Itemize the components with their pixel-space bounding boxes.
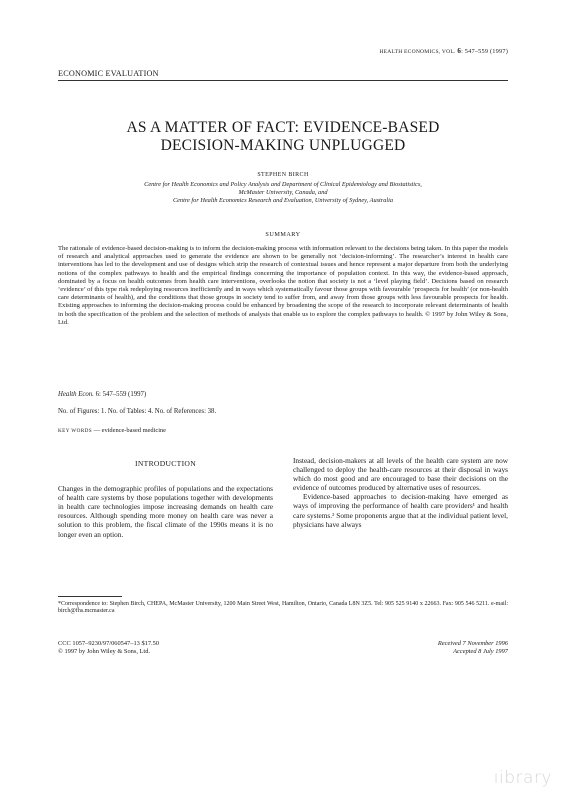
citation (58, 391, 146, 398)
running-head-pages: : 547–559 (1997) (461, 48, 508, 55)
introduction-right-paragraph-2: Evidence-based approaches to decision-making have emerged as ways of improving the performance of health care providers¹ and health care systems.² Some proponents argue that at the individual patient level, physicians have always (293, 492, 508, 529)
affiliations (58, 181, 508, 205)
citation-pages: : 547–559 (1997) (98, 391, 147, 398)
copyright-line: © 1997 by John Wiley & Sons, Ltd. (58, 648, 150, 655)
accepted-date: Accepted 8 July 1997 (453, 648, 508, 655)
affiliation-line-2: McMaster University, Canada, and (238, 189, 328, 196)
introduction-left-paragraph: Changes in the demographic profiles of populations and the expectations of health care systems by those populations together with developments in health care technologies impose increasing demands on health care resources. Although spending more money on health care was never a solution to this problem, the fiscal climate of the 1990s means it is no longer even an option. (58, 484, 273, 539)
citation-journal: Health Econ. (58, 391, 94, 398)
running-head-journal: HEALTH ECONOMICS, VOL. (379, 49, 456, 55)
article-title (58, 119, 508, 155)
column-left (58, 456, 273, 539)
received-date: Received 7 November 1996 (437, 640, 508, 647)
keywords (58, 427, 166, 434)
ccc-code: CCC 1057–9230/97/060547–13 $17.50 (58, 640, 160, 647)
running-head-volume: 6 (457, 47, 462, 55)
correspondence-footnote: *Correspondence to: Stephen Birch, CHEPA, McMaster University, 1200 Main Street West, Hamilton, Ontario, Canada L8N 3Z5. Tel: 905 525 9140 x 22663. Fax: 905 546 5211. e-mail: birch@fhs.mcmaster.ca (58, 601, 508, 615)
keywords-text: — evidence-based medicine (92, 427, 167, 434)
citation-volume: 6 (95, 391, 99, 398)
header-rule (58, 80, 508, 81)
library-watermark: ıibrary (493, 768, 552, 788)
introduction-right-paragraph-1: Instead, decision-makers at all levels of the health care system are now challenged to deploy the health-care resources at their disposal in ways which do most good and are encouraged to base their decisions on the evidence of outcomes produced by alternative uses of resources. (293, 456, 508, 493)
figure-table-counts: No. of Figures: 1. No. of Tables: 4. No. of References: 38. (58, 408, 217, 415)
section-label: ECONOMIC EVALUATION (58, 69, 159, 78)
received-accepted-dates (438, 640, 508, 656)
footnote-rule (58, 596, 122, 597)
introduction-heading: INTRODUCTION (135, 459, 196, 468)
author-name: STEPHEN BIRCH (257, 172, 309, 178)
copyright-block (58, 640, 159, 656)
column-right (293, 456, 508, 529)
summary-heading: SUMMARY (265, 231, 301, 238)
abstract-text: The rationale of evidence-based decision-making is to inform the decision-making process with information relevant to the decisions being taken. In this paper the models of research and analytical approaches used to generate the evidence are shown to be generally not ‘decision-informing’. The researcher’s interest in health care interventions has led to the development and use of designs which strip the research of contextual issues and hence represent a major departure from both the underlying notions of the complex pathways to health and the empirical findings concerning the importance of population context. In this way, the evidence-based approach, dominated by a focus on health outcomes from health care interventions, overlooks the notion that society is not a ‘level playing field’. Decisions based on research ‘evidence’ of this type risk redeploying resources inefficiently and in ways which systematically favour those groups with favourable ‘prospects for health’ (or non-health care determinants of health), and the conditions that those groups in society tend to suffer from, and away from those groups with less favourable prospects for health. Existing approaches to informing the decision-making process could be enhanced by broadening the scope of the research to incorporate relevant determinants of health in both the specification of the problem and the selection of methods of analysis that enable us to explore the complex pathways to health. © 1997 by John Wiley & Sons, Ltd. (58, 245, 508, 326)
running-head (379, 47, 508, 55)
title-line-1: AS A MATTER OF FACT: EVIDENCE-BASED (126, 119, 440, 136)
affiliation-line-1: Centre for Health Economics and Policy Analysis and Department of Clinical Epidemiology and Biostatistics, (144, 181, 422, 188)
keywords-label: KEY WORDS (58, 428, 93, 434)
title-line-2: DECISION-MAKING UNPLUGGED (160, 137, 406, 154)
affiliation-line-3: Centre for Health Economics Research and Evaluation, University of Sydney, Australia (172, 197, 394, 204)
